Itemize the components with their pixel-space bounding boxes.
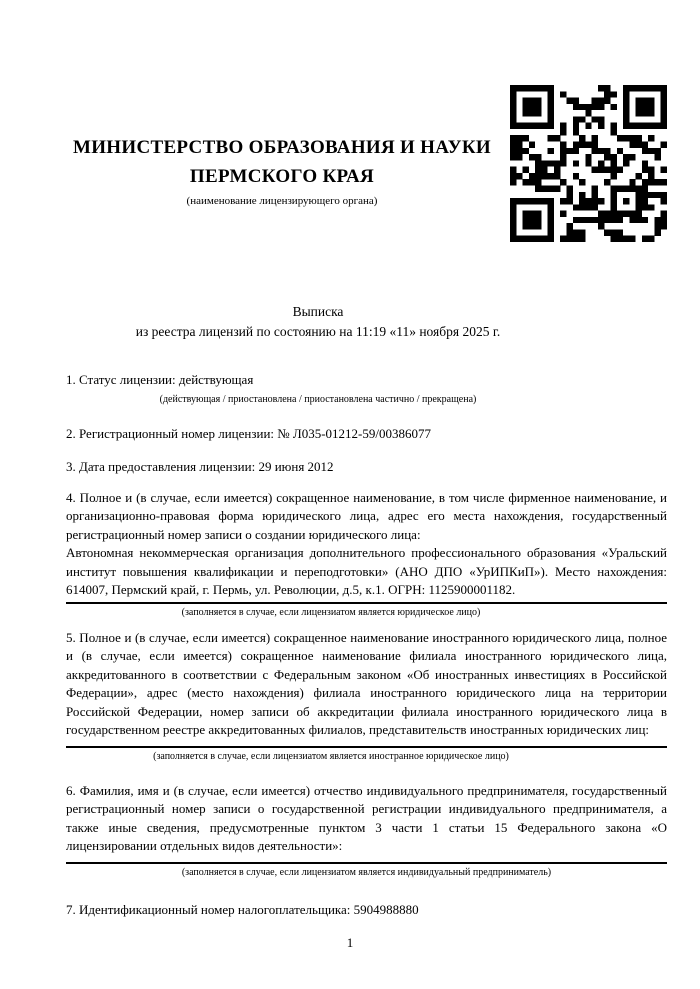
license-status-line: 1. Статус лицензии: действующая — [66, 372, 254, 387]
foreign-entity-label: 5. Полное и (в случае, если имеется) сокращенное наименование иностранного юридического лица, полное и (в случае, если имеется) сокращенное наименование филиала иностранного юридического лица, аккредитованного в соответствии с Федеральным законом «Об иностранных инвестициях в Российской Федерации», адрес (место нахождения) филиала иностранного юридического лица на территории Российской Федерации, номер записи об аккредитации филиала иностранного юридического лица в государственном реестре аккредитованных филиалов, представительств иностранных юридических лиц: — [66, 629, 667, 737]
document-content — [66, 0, 667, 952]
entrepreneur-section — [66, 782, 667, 879]
license-status-caption: (действующая / приостановлена / приостановлена частично / прекращена) — [159, 393, 477, 405]
legal-entity-label: 4. Полное и (в случае, если имеется) сокращенное наименование, в том числе фирменное наименование, и организационно-правовая форма юридического лица, адрес его места нахождения, государственный регистрационный номер записи о создании юридического лица: — [66, 489, 667, 542]
ministry-header — [66, 85, 667, 242]
license-number-line: 2. Регистрационный номер лицензии: № Л035-01212-59/00386077 — [66, 425, 432, 441]
qr-code-icon — [510, 85, 667, 242]
ministry-title-line2: ПЕРМСКОГО КРАЯ — [189, 166, 375, 187]
page-number: 1 — [346, 935, 354, 950]
license-grant-date-line: 3. Дата предоставления лицензии: 29 июня 2012 — [66, 459, 334, 474]
extract-title-line2: из реестра лицензий по состоянию на 11:19 «11» ноября 2025 г. — [135, 324, 501, 339]
legal-entity-caption: (заполняется в случае, если лицензиатом является юридическое лицо) — [181, 606, 481, 618]
blank-field-rule — [66, 856, 667, 864]
entrepreneur-caption: (заполняется в случае, если лицензиатом является индивидуальный предприниматель) — [181, 866, 552, 878]
blank-field-rule — [66, 740, 667, 748]
taxpayer-id-line: 7. Идентификационный номер налогоплательщика: 5904988880 — [66, 901, 419, 917]
extract-title — [66, 302, 570, 342]
extract-title-line1: Выписка — [292, 304, 344, 319]
legal-entity-section — [66, 489, 667, 619]
foreign-entity-caption: (заполняется в случае, если лицензиатом является иностранное юридическое лицо) — [153, 750, 509, 762]
licensing-authority-caption: (наименование лицензирующего органа) — [186, 195, 378, 207]
foreign-entity-section — [66, 629, 667, 763]
entrepreneur-label: 6. Фамилия, имя и (в случае, если имеется) отчество индивидуального предпринимателя, государственный регистрационный номер записи о государственной регистрации индивидуального предпринимателя, а также иные сведения, предусмотренные пунктом 3 части 1 статьи 15 Федерального закона «О лицензировании отдельных видов деятельности»: — [66, 782, 667, 853]
ministry-title-line1: МИНИСТЕРСТВО ОБРАЗОВАНИЯ И НАУКИ — [72, 137, 492, 158]
licensing-authority-block — [66, 133, 510, 208]
ministry-title — [66, 133, 498, 191]
field-rule — [66, 602, 667, 604]
legal-entity-value: Автономная некоммерческая организация дополнительного профессионального образования «Уральский институт повышения квалификации и переподготовки» (АНО ДПО «УрИПКиП»). Место нахождения: 614007, Пермский край, г. Пермь, ул. Революции, д.5, к.1. ОГРН: 1125900001182. — [66, 545, 667, 597]
qr-code — [510, 85, 667, 242]
